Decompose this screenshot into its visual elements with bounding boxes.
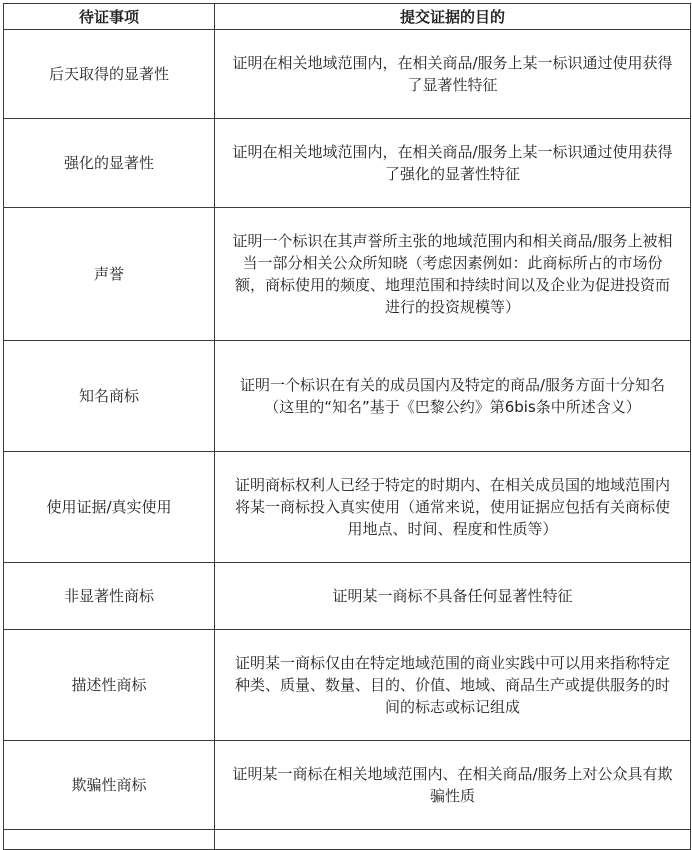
row-item-descriptive-mark: 描述性商标 — [4, 630, 215, 741]
table-row — [4, 452, 691, 563]
column-header-item: 待证事项 — [4, 4, 215, 30]
table-row-partial — [4, 830, 691, 850]
row-purpose-well-known-mark: 证明一个标识在有关的成员国内及特定的商品/服务方面十分知名（这里的“知名”基于《巴黎公约》第6bis条中所述含义） — [215, 341, 691, 452]
table-row — [4, 119, 691, 208]
row-item-well-known-mark: 知名商标 — [4, 341, 215, 452]
table-row — [4, 208, 691, 341]
table-row — [4, 563, 691, 630]
row-purpose-genuine-use: 证明商标权利人已经于特定的时期内、在相关成员国的地域范围内将某一商标投入真实使用（通常来说，使用证据应包括有关商标使用地点、时间、程度和性质等） — [215, 452, 691, 563]
row-purpose-acquired-distinctiveness: 证明在相关地域范围内，在相关商品/服务上某一标识通过使用获得了显著性特征 — [215, 30, 691, 119]
table-row — [4, 741, 691, 830]
column-header-purpose: 提交证据的目的 — [215, 4, 691, 30]
row-purpose-enhanced-distinctiveness: 证明在相关地域范围内，在相关商品/服务上某一标识通过使用获得了强化的显著性特征 — [215, 119, 691, 208]
row-purpose-reputation: 证明一个标识在其声誉所主张的地域范围内和相关商品/服务上被相当一部分相关公众所知晓（考虑因素例如：此商标所占的市场份额，商标使用的频度、地理范围和持续时间以及企业为促进投资而进行的投资规模等） — [215, 208, 691, 341]
row-item-non-distinctive-mark: 非显著性商标 — [4, 563, 215, 630]
row-purpose-deceptive-mark: 证明某一商标在相关地域范围内、在相关商品/服务上对公众具有欺骗性质 — [215, 741, 691, 830]
row-item-cut-off — [4, 830, 215, 850]
row-purpose-cut-off — [215, 830, 691, 850]
row-item-reputation: 声誉 — [4, 208, 215, 341]
table-header-row — [4, 4, 691, 30]
table-row — [4, 341, 691, 452]
row-item-genuine-use: 使用证据/真实使用 — [4, 452, 215, 563]
row-item-deceptive-mark: 欺骗性商标 — [4, 741, 215, 830]
table-row — [4, 630, 691, 741]
row-item-enhanced-distinctiveness: 强化的显著性 — [4, 119, 215, 208]
row-purpose-descriptive-mark: 证明某一商标仅由在特定地域范围的商业实践中可以用来指称特定种类、质量、数量、目的、价值、地域、商品生产或提供服务的时间的标志或标记组成 — [215, 630, 691, 741]
row-item-acquired-distinctiveness: 后天取得的显著性 — [4, 30, 215, 119]
evidence-purpose-table — [3, 3, 691, 850]
row-purpose-non-distinctive-mark: 证明某一商标不具备任何显著性特征 — [215, 563, 691, 630]
table-row — [4, 30, 691, 119]
